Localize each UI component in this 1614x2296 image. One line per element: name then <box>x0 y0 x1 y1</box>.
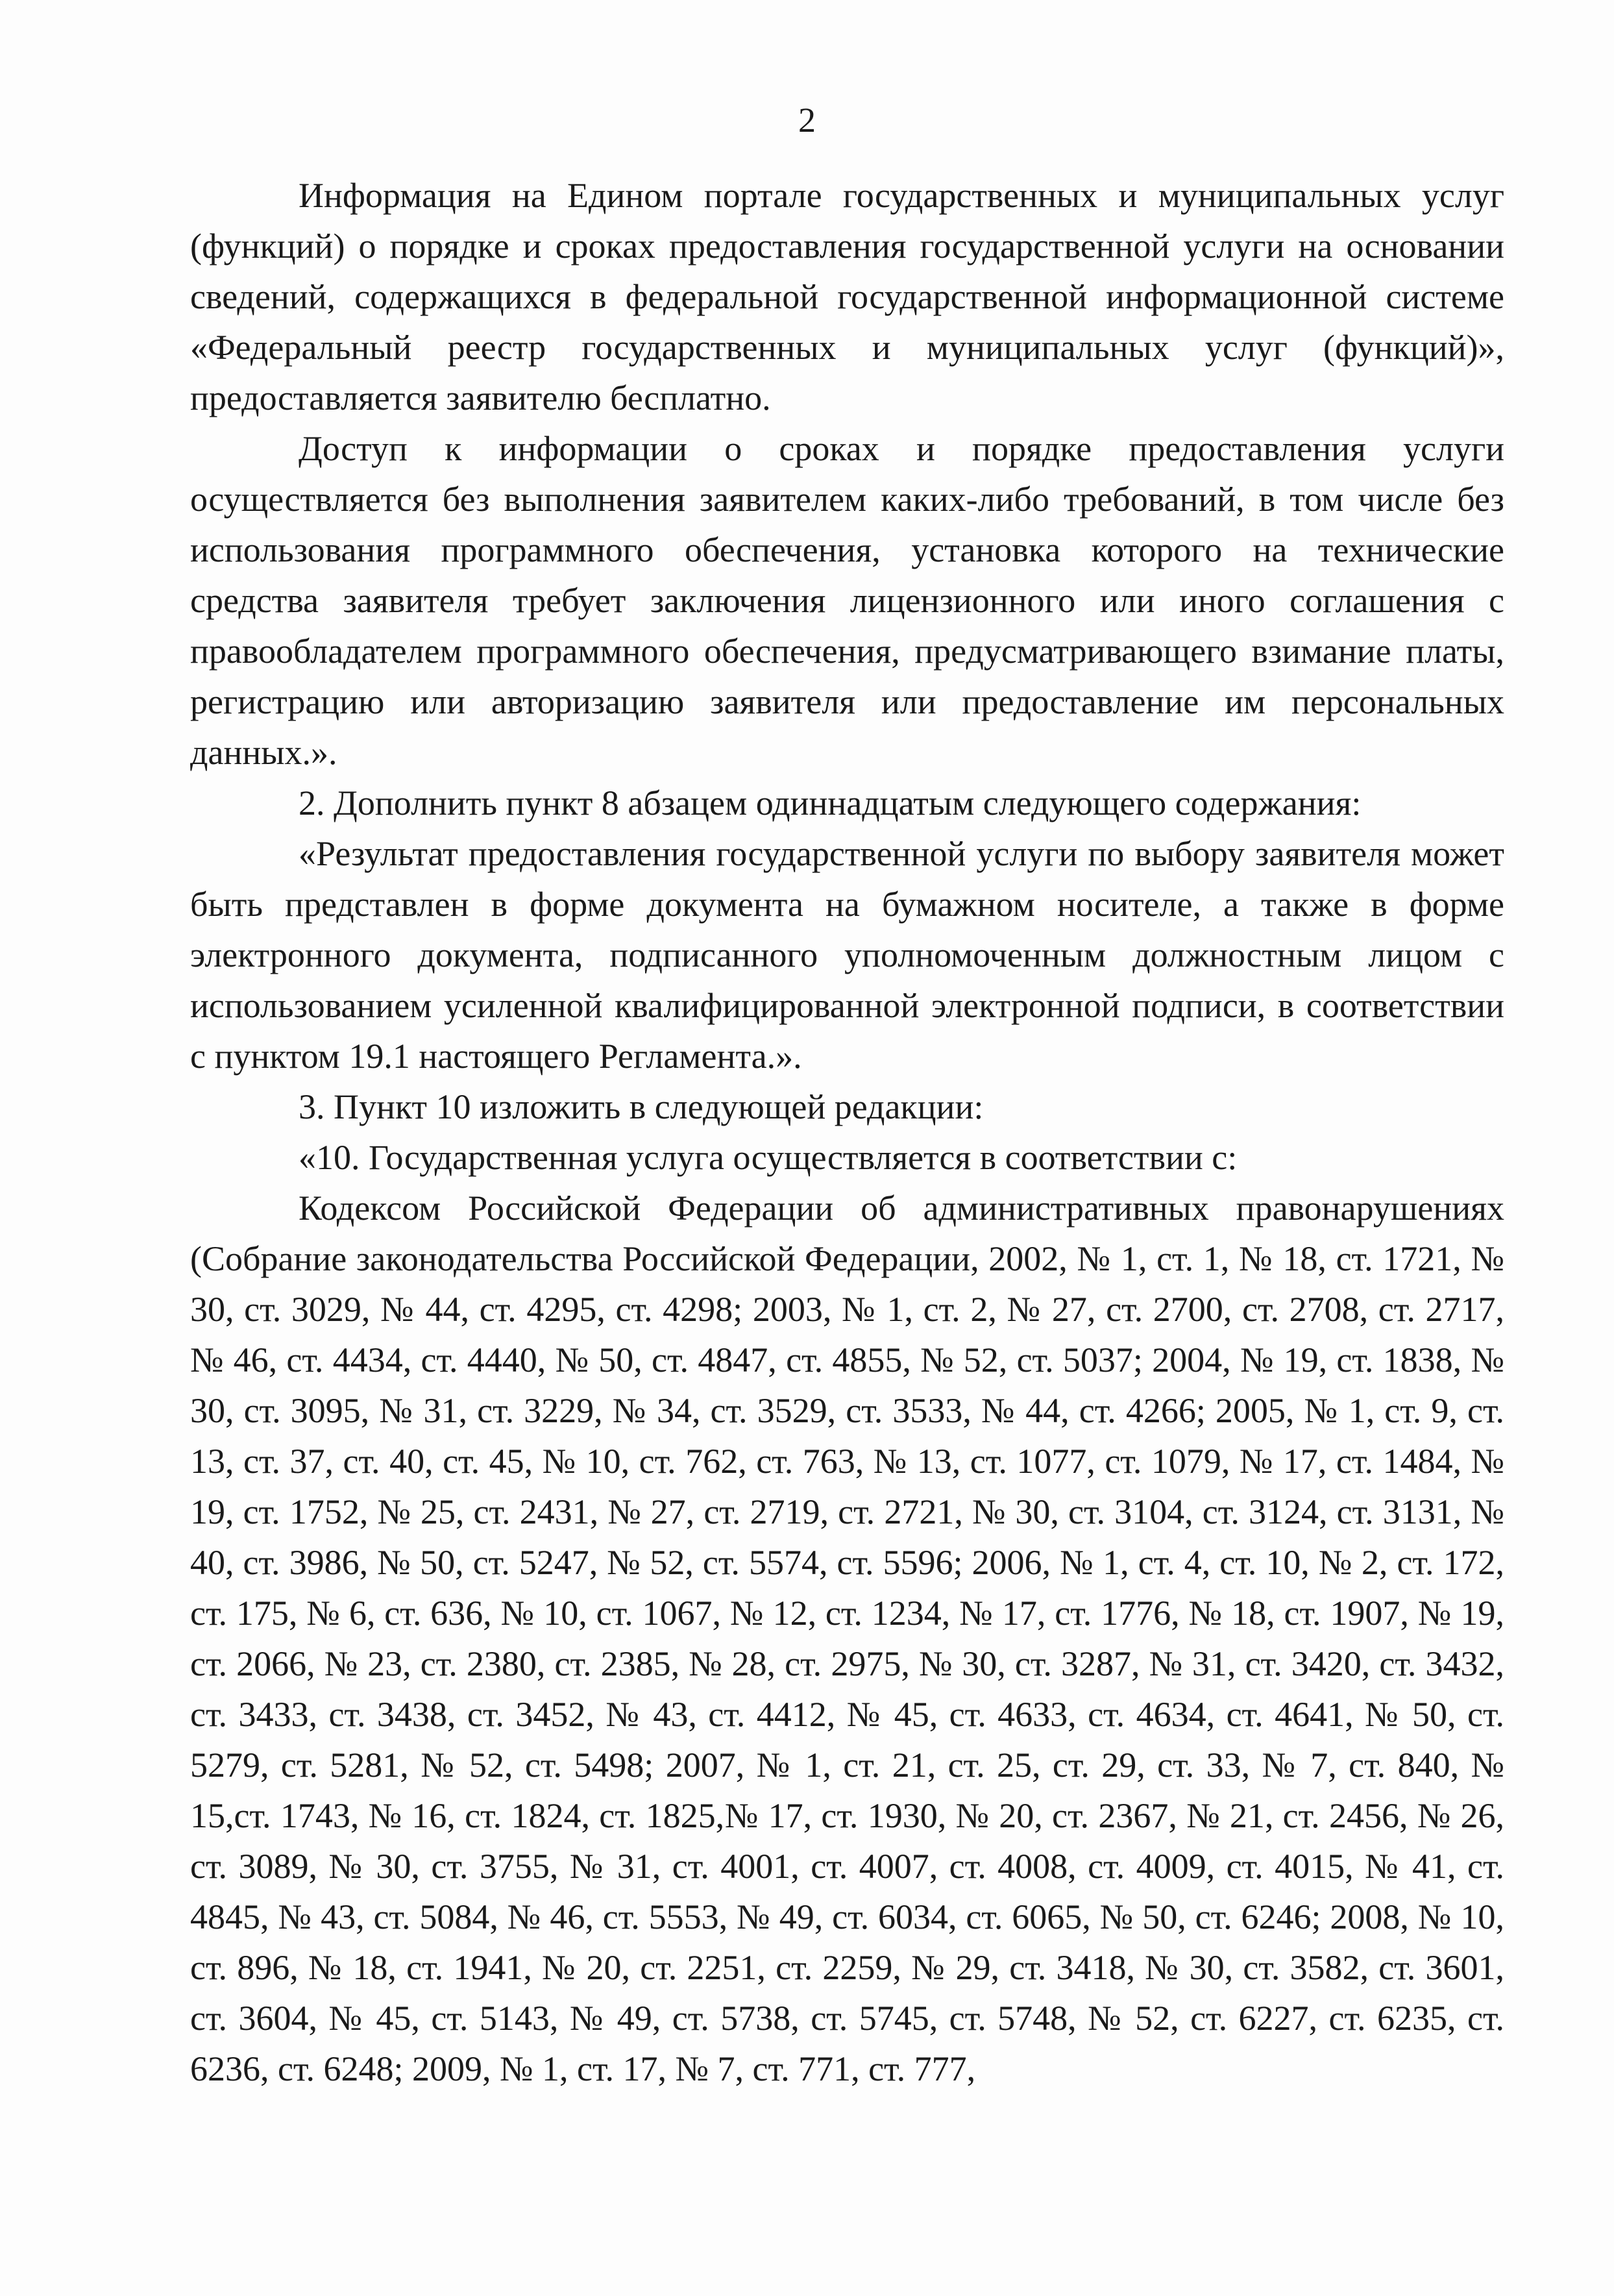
paragraph-code-citations: Кодексом Российской Федерации об административных правонарушениях (Собрание законодательства Российской Федерации, 2002, № 1, ст. 1, № 18, ст. 1721, № 30, ст. 3029, № 44, ст. 4295, ст. 4298; 2003, № 1, ст. 2, № 27, ст. 2700, ст. 2708, ст. 2717, № 46, ст. 4434, ст. 4440, № 50, ст. 4847, ст. 4855, № 52, ст. 5037; 2004, № 19, ст. 1838, № 30, ст. 3095, № 31, ст. 3229, № 34, ст. 3529, ст. 3533, № 44, ст. 4266; 2005, № 1, ст. 9, ст. 13, ст. 37, ст. 40, ст. 45, № 10, ст. 762, ст. 763, № 13, ст. 1077, ст. 1079, № 17, ст. 1484, № 19, ст. 1752, № 25, ст. 2431, № 27, ст. 2719, ст. 2721, № 30, ст. 3104, ст. 3124, ст. 3131, № 40, ст. 3986, № 50, ст. 5247, № 52, ст. 5574, ст. 5596; 2006, № 1, ст. 4, ст. 10, № 2, ст. 172, ст. 175, № 6, ст. 636, № 10, ст. 1067, № 12, ст. 1234, № 17, ст. 1776, № 18, ст. 1907, № 19, ст. 2066, № 23, ст. 2380, ст. 2385, № 28, ст. 2975, № 30, ст. 3287, № 31, ст. 3420, ст. 3432, ст. 3433, ст. 3438, ст. 3452, № 43, ст. 4412, № 45, ст. 4633, ст. 4634, ст. 4641, № 50, ст. 5279, ст. 5281, № 52, ст. 5498; 2007, № 1, ст. 21, ст. 25, ст. 29, ст. 33, № 7, ст. 840, № 15,ст. 1743, № 16, ст. 1824, ст. 1825,№ 17, ст. 1930, № 20, ст. 2367, № 21, ст. 2456, № 26, ст. 3089, № 30, ст. 3755, № 31, ст. 4001, ст. 4007, ст. 4008, ст. 4009, ст. 4015, № 41, ст. 4845, № 43, ст. 5084, № 46, ст. 5553, № 49, ст. 6034, ст. 6065, № 50, ст. 6246; 2008, № 10, ст. 896, № 18, ст. 1941, № 20, ст. 2251, ст. 2259, № 29, ст. 3418, № 30, ст. 3582, ст. 3601, ст. 3604, № 45, ст. 5143, № 49, ст. 5738, ст. 5745, ст. 5748, № 52, ст. 6227, ст. 6235, ст. 6236, ст. 6248; 2009, № 1, ст. 17, № 7, ст. 771, ст. 777, <box>190 1189 1504 2088</box>
page-number: 2 <box>798 101 816 140</box>
paragraph-amendment-3: 3. Пункт 10 изложить в следующей редакции: <box>299 1087 984 1126</box>
paragraph-item-10: «10. Государственная услуга осуществляется в соответствии с: <box>299 1138 1238 1177</box>
paragraph-access-info: Доступ к информации о сроках и порядке предоставления услуги осуществляется без выполнения заявителем каких-либо требований, в том числе без использования программного обеспечения, установка которого на технические средства заявителя требует заключения лицензионного или иного соглашения с правообладателем программного обеспечения, предусматривающего взимание платы, регистрацию или авторизацию заявителя или предоставление им персональных данных.». <box>190 429 1504 772</box>
document-body <box>190 170 1504 2094</box>
paragraph-result-form: «Результат предоставления государственной услуги по выбору заявителя может быть представлен в форме документа на бумажном носителе, а также в форме электронного документа, подписанного уполномоченным должностным лицом с использованием усиленной квалифицированной электронной подписи, в соответствии с пунктом 19.1 настоящего Регламента.». <box>190 834 1504 1076</box>
paragraph-portal-info: Информация на Едином портале государственных и муниципальных услуг (функций) о порядке и сроках предоставления государственной услуги на основании сведений, содержащихся в федеральной государственной информационной системе «Федеральный реестр государственных и муниципальных услуг (функций)», предоставляется заявителю бесплатно. <box>190 176 1504 417</box>
paragraph-amendment-2: 2. Дополнить пункт 8 абзацем одиннадцатым следующего содержания: <box>299 784 1362 822</box>
